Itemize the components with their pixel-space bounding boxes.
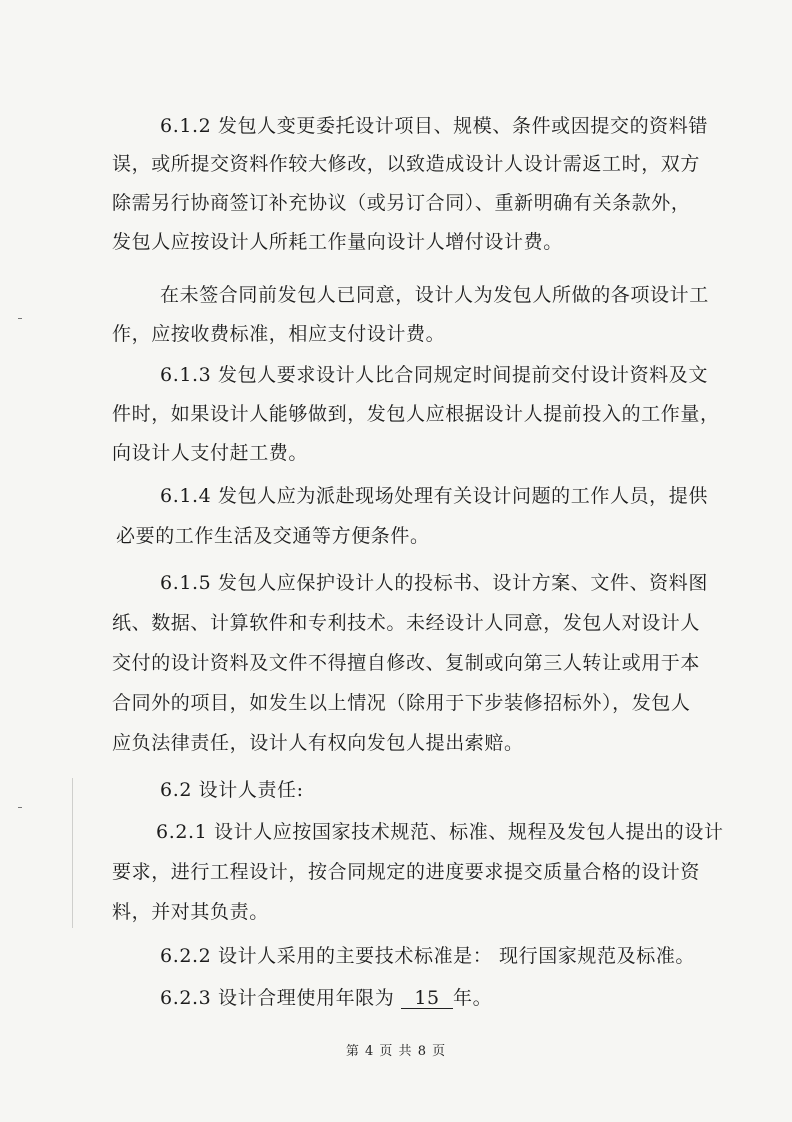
paragraph-line: 向设计人支付赶工费。 (112, 442, 309, 464)
scan-mark (18, 807, 22, 808)
paragraph-line: 料，并对其负责。 (112, 901, 269, 923)
paragraph-line: 合同外的项目，如发生以上情况（除用于下步装修招标外），发包人 (112, 692, 691, 714)
scan-mark (18, 318, 22, 319)
paragraph-line: 6.2.1 设计人应按国家技术规范、标准、规程及发包人提出的设计 (156, 821, 724, 843)
service-life-value: 15 (401, 988, 453, 1009)
paragraph-line: 必要的工作生活及交通等方便条件。 (116, 525, 430, 547)
paragraph-line: 6.1.5 发包人应保护设计人的投标书、设计方案、文件、资料图 (160, 572, 708, 594)
paragraph-line: 6.2.2 设计人采用的主要技术标准是： 现行国家规范及标准。 (160, 945, 696, 967)
paragraph-line: 作，应按收费标准，相应支付设计费。 (112, 323, 446, 345)
paragraph-line: 应负法律责任，设计人有权向发包人提出索赔。 (112, 732, 524, 754)
paragraph-line: 件时，如果设计人能够做到，发包人应根据设计人提前投入的工作量， (112, 403, 720, 425)
paragraph-line: 在未签合同前发包人已同意，设计人为发包人所做的各项设计工 (160, 284, 709, 306)
section-heading: 6.2 设计人责任: (160, 779, 304, 801)
paragraph-line: 交付的设计资料及文件不得擅自修改、复制或向第三人转让或用于本 (112, 652, 701, 674)
paragraph-line: 发包人应按设计人所耗工作量向设计人增付设计费。 (112, 231, 563, 253)
page-footer: 第 4 页 共 8 页 (345, 1044, 447, 1059)
paragraph-line: 6.1.3 发包人要求设计人比合同规定时间提前交付设计资料及文 (160, 364, 708, 386)
service-life-line (160, 986, 492, 1010)
paragraph-line: 6.1.2 发包人变更委托设计项目、规模、条件或因提交的资料错 (160, 115, 708, 137)
service-life-suffix: 年。 (453, 987, 493, 1009)
paragraph-line: 除需另行协商签订补充协议（或另订合同）、重新明确有关条款外， (112, 192, 691, 214)
paragraph-line: 误，或所提交资料作较大修改，以致造成设计人设计需返工时，双方 (112, 153, 701, 175)
scan-fold-line (72, 778, 73, 928)
service-life-prefix: 6.2.3 设计合理使用年限为 (160, 987, 402, 1009)
paragraph-line: 要求，进行工程设计，按合同规定的进度要求提交质量合格的设计资 (112, 861, 701, 883)
paragraph-line: 6.1.4 发包人应为派赴现场处理有关设计问题的工作人员，提供 (160, 485, 708, 507)
paragraph-line: 纸、数据、计算软件和专利技术。未经设计人同意，发包人对设计人 (112, 612, 701, 634)
